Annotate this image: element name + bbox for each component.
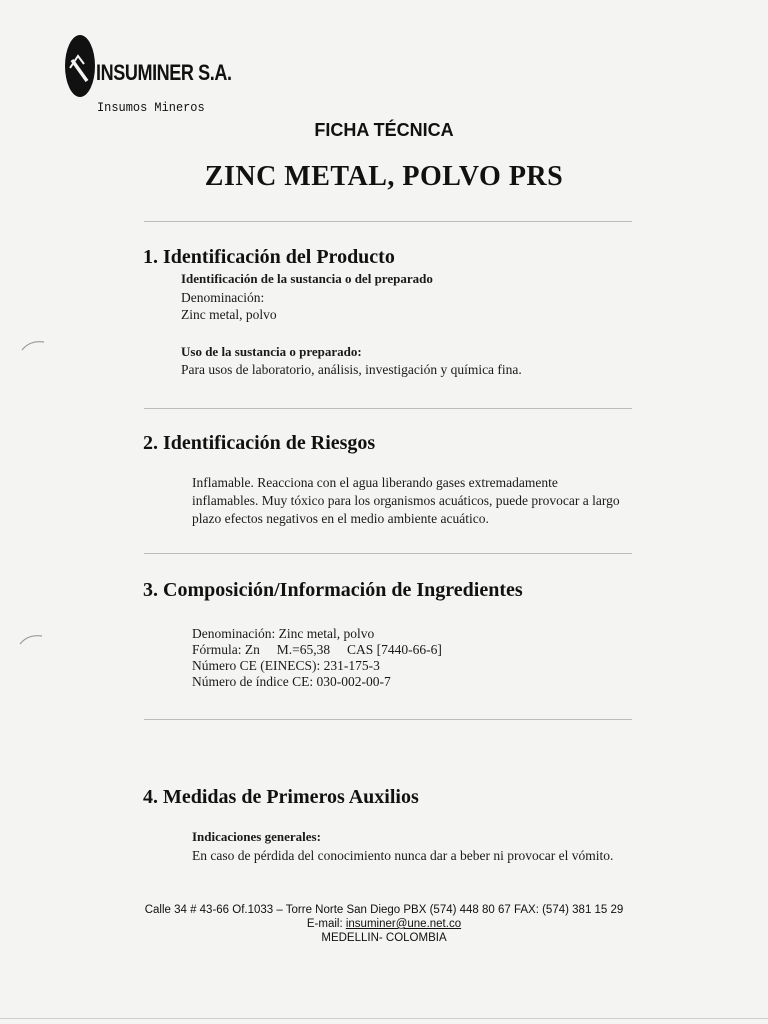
use-text: Para usos de laboratorio, análisis, investigación y química fina. (181, 362, 522, 377)
molar-mass: M.=65,38 (276, 642, 331, 657)
footer-city: MEDELLIN- COLOMBIA (321, 932, 447, 944)
company-name: INSUMINER S.A. (96, 60, 232, 85)
general-indications-subheading: Indicaciones generales: (192, 829, 321, 844)
footer-address: Calle 34 # 43-66 Of.1033 – Torre Norte San Diego PBX (574) 448 80 67 FAX: (574) 381 15 29 (144, 904, 624, 916)
company-logo (60, 26, 250, 115)
product-title: ZINC METAL, POLVO PRS (204, 161, 564, 192)
divider (144, 221, 632, 222)
index-number: Número de índice CE: 030-002-00-7 (192, 674, 391, 689)
section-1-title: 1. Identificación del Producto (143, 246, 395, 268)
section-1-subheading: Identificación de la sustancia o del preparado (181, 271, 433, 286)
denomination-value: Zinc metal, polvo (181, 307, 277, 322)
company-tagline: Insumos Mineros (97, 100, 205, 115)
divider (144, 553, 632, 554)
divider (144, 719, 632, 720)
risk-text-line: inflamables. Muy tóxico para los organismos acuáticos, puede provocar a largo (192, 493, 620, 508)
formula: Fórmula: Zn (192, 642, 260, 657)
use-subheading: Uso de la sustancia o preparado: (181, 344, 362, 359)
divider (144, 408, 632, 409)
scan-mark (16, 630, 46, 650)
ce-number: Número CE (EINECS): 231-175-3 (192, 658, 380, 673)
denomination-label: Denominación: (181, 290, 265, 305)
composition-denomination: Denominación: Zinc metal, polvo (192, 626, 375, 641)
section-4-title: 4. Medidas de Primeros Auxilios (143, 786, 419, 808)
section-3-title: 3. Composición/Información de Ingredientes (143, 579, 523, 601)
sheet-label: FICHA TÉCNICA (314, 120, 454, 140)
cas-number: CAS [7440-66-6] (347, 642, 442, 657)
scan-edge (0, 1018, 768, 1019)
formula-row (192, 642, 442, 658)
footer-email-line (0, 918, 768, 930)
email-label: E-mail: (306, 918, 343, 930)
risk-text-line: Inflamable. Reacciona con el agua liberando gases extremadamente (192, 475, 558, 490)
first-aid-text: En caso de pérdida del conocimiento nunca dar a beber ni provocar el vómito. (192, 848, 614, 863)
scan-mark (18, 336, 48, 356)
miner-logo-icon (60, 26, 100, 102)
email-link[interactable]: insuminer@une.net.co (345, 918, 462, 930)
risk-text-line: plazo efectos negativos en el medio ambiente acuático. (192, 511, 489, 526)
section-2-title: 2. Identificación de Riesgos (143, 432, 376, 454)
